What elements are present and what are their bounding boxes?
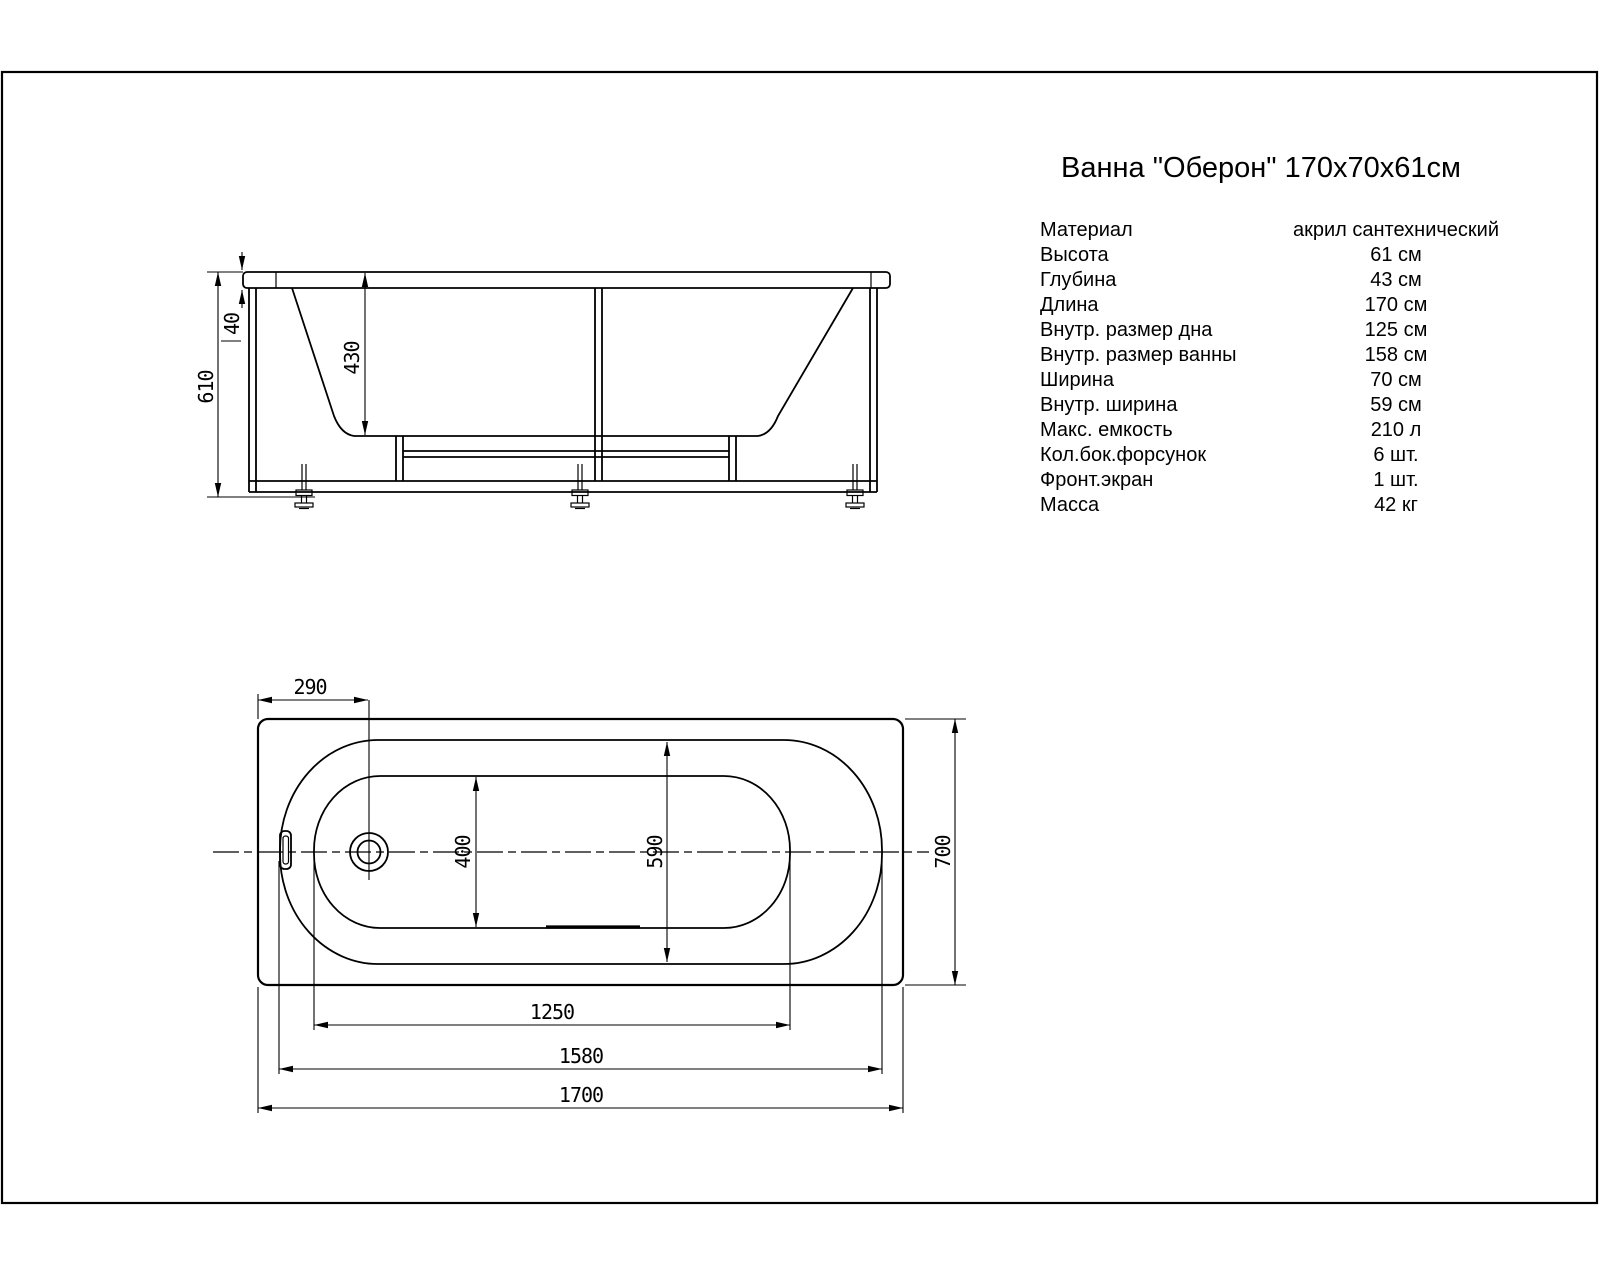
spec-label: Внутр. размер ванны [1040,344,1237,366]
dim-590-label: 590 [643,835,667,869]
dim-1700-label: 1700 [558,1083,604,1107]
frame-left-post [249,288,256,492]
dimension-290 [258,675,368,719]
dim-1250-label: 1250 [529,1000,575,1024]
spec-label: Высота [1040,244,1109,266]
dimension-40 [220,252,244,341]
spec-row [1040,393,1500,418]
dim-610-label: 610 [194,370,218,404]
dimension-610 [194,272,315,497]
spec-row [1040,418,1500,443]
spec-label: Кол.бок.форсунок [1040,444,1207,466]
side-view [194,252,890,509]
spec-row [1040,343,1500,368]
top-view [213,675,966,1113]
drain [350,700,388,880]
spec-row [1040,368,1500,393]
spec-value: 70 см [1370,369,1422,391]
frame-right-post [870,288,877,492]
support-frame [249,288,877,492]
spec-row [1040,318,1500,343]
spec-row [1040,443,1500,468]
spec-row [1040,243,1500,268]
foot-right [846,464,864,509]
spec-value: 42 кг [1374,494,1418,516]
dimension-700 [905,719,966,985]
spec-label: Масса [1040,494,1100,516]
spec-value: 43 см [1370,269,1422,291]
dim-400-label: 400 [451,835,475,869]
dimension-400 [451,777,476,927]
frame-inner-posts [396,436,736,481]
dim-430-label: 430 [340,341,364,375]
spec-label: Ширина [1040,369,1114,391]
spec-label: Длина [1040,294,1099,316]
spec-value: 6 шт. [1373,444,1419,466]
spec-value: 59 см [1370,394,1422,416]
dim-40-label: 40 [220,312,244,336]
rim-profile [243,272,890,288]
foot-left [295,464,313,509]
spec-label: Глубина [1040,269,1117,291]
spec-table [1040,218,1500,518]
dimension-590 [643,742,667,962]
dimension-1250 [314,861,790,1030]
spec-value: 158 см [1364,344,1428,366]
foot-center [571,464,589,509]
spec-value: 125 см [1364,319,1428,341]
spec-label: Внутр. размер дна [1040,319,1213,341]
spec-value: 1 шт. [1373,469,1419,491]
frame-bottom-rail [249,481,877,492]
spec-row [1040,218,1500,243]
spec-label: Макс. емкость [1040,419,1173,441]
spec-value: 210 л [1370,419,1422,441]
spec-row [1040,468,1500,493]
dim-1580-label: 1580 [558,1044,604,1068]
spec-label: Материал [1040,219,1133,241]
adjustable-feet [295,464,864,509]
dimension-1580 [279,861,882,1074]
spec-row [1040,293,1500,318]
frame-mid-rail [403,451,729,457]
spec-row [1040,268,1500,293]
spec-value: акрил сантехнический [1292,219,1500,241]
dim-290-label: 290 [293,675,327,699]
dim-700-label: 700 [931,835,955,869]
tub-interior-profile [292,288,853,436]
overflow-fitting [280,831,291,869]
drawing-title: Ванна "Оберон" 170x70x61см [1061,152,1461,184]
spec-label: Фронт.экран [1040,469,1154,491]
spec-row [1040,493,1500,518]
dimension-430 [340,273,365,435]
spec-value: 61 см [1370,244,1422,266]
spec-value: 170 см [1364,294,1428,316]
frame-center-post [595,288,602,481]
spec-label: Внутр. ширина [1040,394,1178,416]
